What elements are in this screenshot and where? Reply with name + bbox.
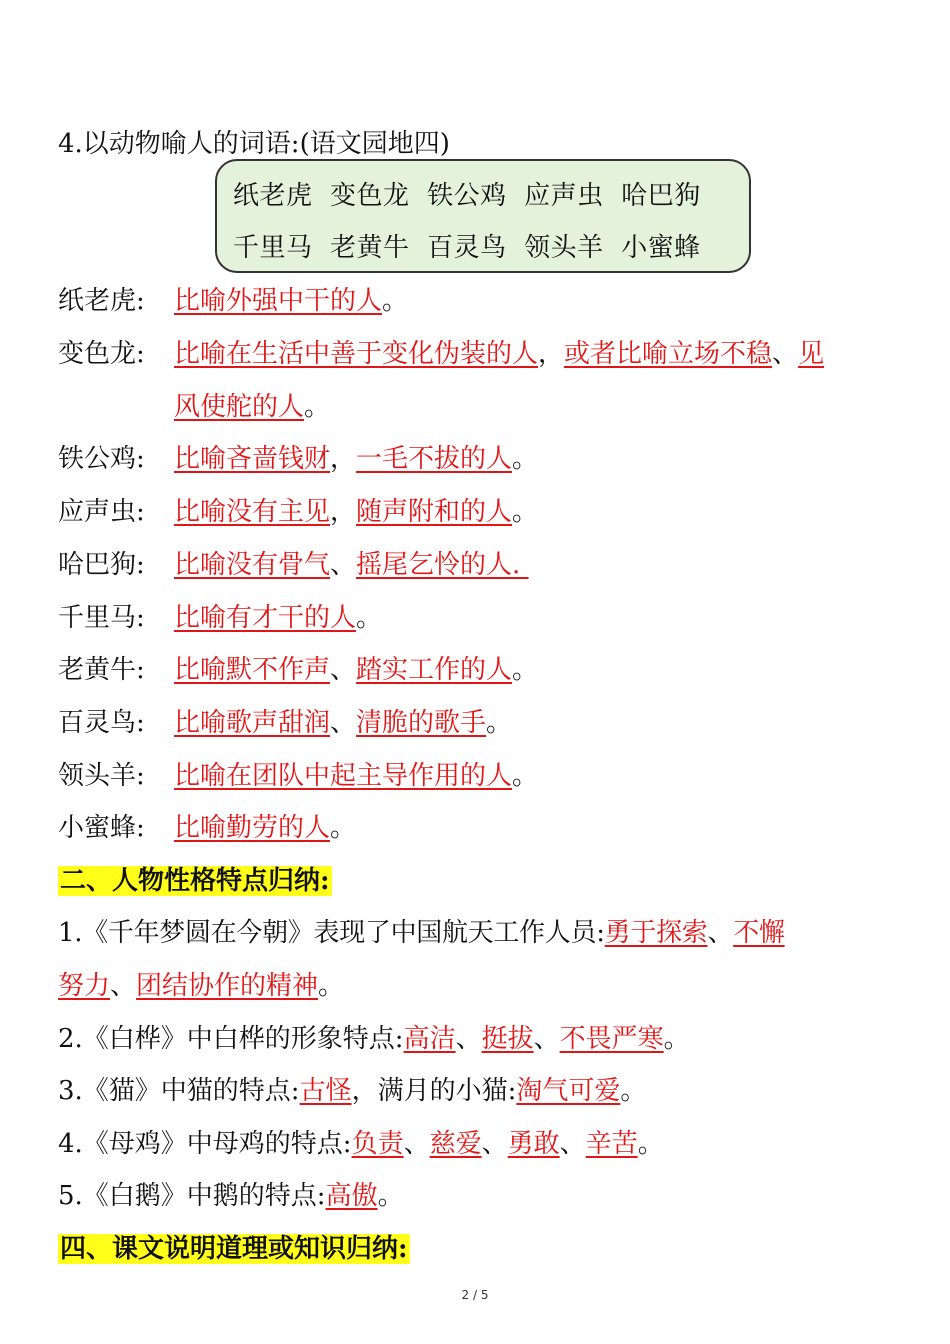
answer-text: 随声附和的人 (356, 497, 513, 527)
entry-lark (58, 706, 145, 740)
word-box-row-1 (233, 179, 701, 213)
entry-definition (174, 284, 408, 318)
item-4 (58, 1127, 664, 1161)
word: 铁公鸡 (427, 181, 507, 211)
punctuation: 。 (637, 1129, 664, 1159)
punctuation: ， (330, 497, 357, 527)
word: 小蜜蜂 (621, 233, 701, 263)
entry-definition (174, 811, 356, 845)
item-text: 5.《白鹅》中鹅的特点: (58, 1181, 326, 1211)
answer-text: 淘气可爱 (516, 1076, 621, 1106)
item-text: 4.《母鸡》中母鸡的特点: (58, 1129, 352, 1159)
entry-definition (174, 706, 512, 740)
answer-text: 比喻外强中干的人 (174, 286, 383, 316)
answer-text: 清脆的歌手 (356, 708, 487, 738)
entry-term: 千里马: (58, 603, 145, 633)
punctuation: 。 (512, 497, 539, 527)
punctuation: 、 (330, 708, 357, 738)
answer-text: 高洁 (403, 1024, 456, 1054)
item-text: 3.《猫》中猫的特点: (58, 1076, 300, 1106)
word: 纸老虎 (233, 181, 313, 211)
punctuation: 。 (330, 813, 357, 843)
punctuation: 。 (382, 286, 409, 316)
entry-term: 铁公鸡: (58, 444, 145, 474)
item-2 (58, 1022, 690, 1056)
punctuation: 、 (481, 1129, 508, 1159)
entry-definition (174, 337, 824, 371)
word: 应声虫 (524, 181, 604, 211)
punctuation: 。 (512, 444, 539, 474)
entry-definition (174, 495, 538, 529)
punctuation: 、 (559, 1129, 586, 1159)
entry-iron-rooster (58, 442, 145, 476)
answer-text: 踏实工作的人 (356, 655, 513, 685)
punctuation: 。 (318, 971, 345, 1001)
answer-text: 比喻默不作声 (174, 655, 331, 685)
entry-term: 变色龙: (58, 339, 145, 369)
entry-yes-man (58, 495, 145, 529)
page-number: 2 / 5 (461, 1288, 489, 1302)
word: 哈巴狗 (621, 181, 701, 211)
entry-term: 小蜜蜂: (58, 813, 145, 843)
entry-term: 百灵鸟: (58, 708, 145, 738)
item-text: 1.《千年梦圆在今朝》表现了中国航天工作人员: (58, 918, 605, 948)
entry-term: 领头羊: (58, 761, 145, 791)
answer-text: 一毛不拔的人 (356, 444, 513, 474)
answer-text: 或者比喻立场不稳 (564, 339, 773, 369)
word-box-row-2 (233, 231, 701, 265)
entry-term: 老黄牛: (58, 655, 145, 685)
highlighted-heading: 四、课文说明道理或知识归纳: (60, 1234, 408, 1264)
punctuation: 、 (707, 918, 734, 948)
section-heading (58, 1232, 410, 1266)
answer-text: 不懈 (733, 918, 785, 948)
punctuation: ， (330, 444, 357, 474)
answer-text: 勇敢 (507, 1129, 560, 1159)
item-text: ，满月的小猫: (351, 1076, 517, 1106)
entry-old-ox (58, 653, 145, 687)
entry-pug (58, 548, 145, 582)
item-text: 2.《白桦》中白桦的形象特点: (58, 1024, 404, 1054)
entry-little-bee (58, 811, 145, 845)
punctuation: 、 (110, 971, 137, 1001)
answer-text: 比喻在团队中起主导作用的人 (174, 761, 513, 791)
item-3 (58, 1074, 646, 1108)
answer-text: 高傲 (325, 1181, 378, 1211)
entry-term: 哈巴狗: (58, 550, 145, 580)
answer-text: 古怪 (299, 1076, 352, 1106)
answer-text: 负责 (351, 1129, 404, 1159)
entry-chameleon (58, 337, 145, 371)
answer-text: 摇尾乞怜的人. (356, 550, 529, 580)
punctuation: 。 (377, 1181, 404, 1211)
answer-text: 不畏严寒 (559, 1024, 664, 1054)
entry-lead-sheep (58, 759, 145, 793)
punctuation: 。 (512, 655, 539, 685)
punctuation: 、 (533, 1024, 560, 1054)
entry-definition (174, 601, 382, 635)
entry-fine-horse (58, 601, 145, 635)
punctuation: 、 (455, 1024, 482, 1054)
item-1-cont (58, 969, 344, 1003)
punctuation: 。 (304, 392, 331, 422)
entry-definition-cont (174, 390, 330, 424)
punctuation: 。 (663, 1024, 690, 1054)
item-1 (58, 916, 785, 950)
punctuation: 。 (356, 603, 383, 633)
answer-text: 比喻没有骨气 (174, 550, 331, 580)
punctuation: ， (538, 339, 565, 369)
answer-text: 辛苦 (585, 1129, 638, 1159)
entry-term: 纸老虎: (58, 286, 145, 316)
word: 变色龙 (330, 181, 410, 211)
punctuation: 、 (772, 339, 799, 369)
punctuation: 、 (330, 655, 357, 685)
answer-text: 勇于探索 (604, 918, 708, 948)
word: 领头羊 (524, 233, 604, 263)
answer-text: 团结协作的精神 (136, 971, 319, 1001)
entry-definition (174, 759, 538, 793)
section-heading (58, 864, 332, 898)
answer-text: 比喻勤劳的人 (174, 813, 331, 843)
item-5 (58, 1179, 404, 1213)
punctuation: 。 (512, 761, 539, 791)
word: 老黄牛 (330, 233, 410, 263)
punctuation: 。 (486, 708, 513, 738)
answer-text: 比喻没有主见 (174, 497, 331, 527)
answer-text: 比喻歌声甜润 (174, 708, 331, 738)
punctuation: 、 (330, 550, 357, 580)
entry-definition (174, 653, 538, 687)
answer-text: 慈爱 (429, 1129, 482, 1159)
entry-definition (174, 548, 529, 582)
word-box (215, 159, 751, 273)
answer-text: 比喻在生活中善于变化伪装的人 (174, 339, 539, 369)
answer-text: 见 (798, 339, 825, 369)
entry-definition (174, 442, 538, 476)
highlighted-heading: 二、人物性格特点归纳: (60, 866, 330, 896)
entry-paper-tiger (58, 284, 145, 318)
answer-text: 努力 (58, 971, 111, 1001)
word: 百灵鸟 (427, 233, 507, 263)
entry-term: 应声虫: (58, 497, 145, 527)
answer-text: 挺拔 (481, 1024, 534, 1054)
answer-text: 风使舵的人 (174, 392, 305, 422)
answer-text: 比喻有才干的人 (174, 603, 357, 633)
punctuation: 。 (620, 1076, 647, 1106)
subheading-animal-metaphors: 4.以动物喻人的词语:(语文园地四) (58, 129, 450, 159)
word: 千里马 (233, 233, 313, 263)
punctuation: 、 (403, 1129, 430, 1159)
answer-text: 比喻吝啬钱财 (174, 444, 331, 474)
